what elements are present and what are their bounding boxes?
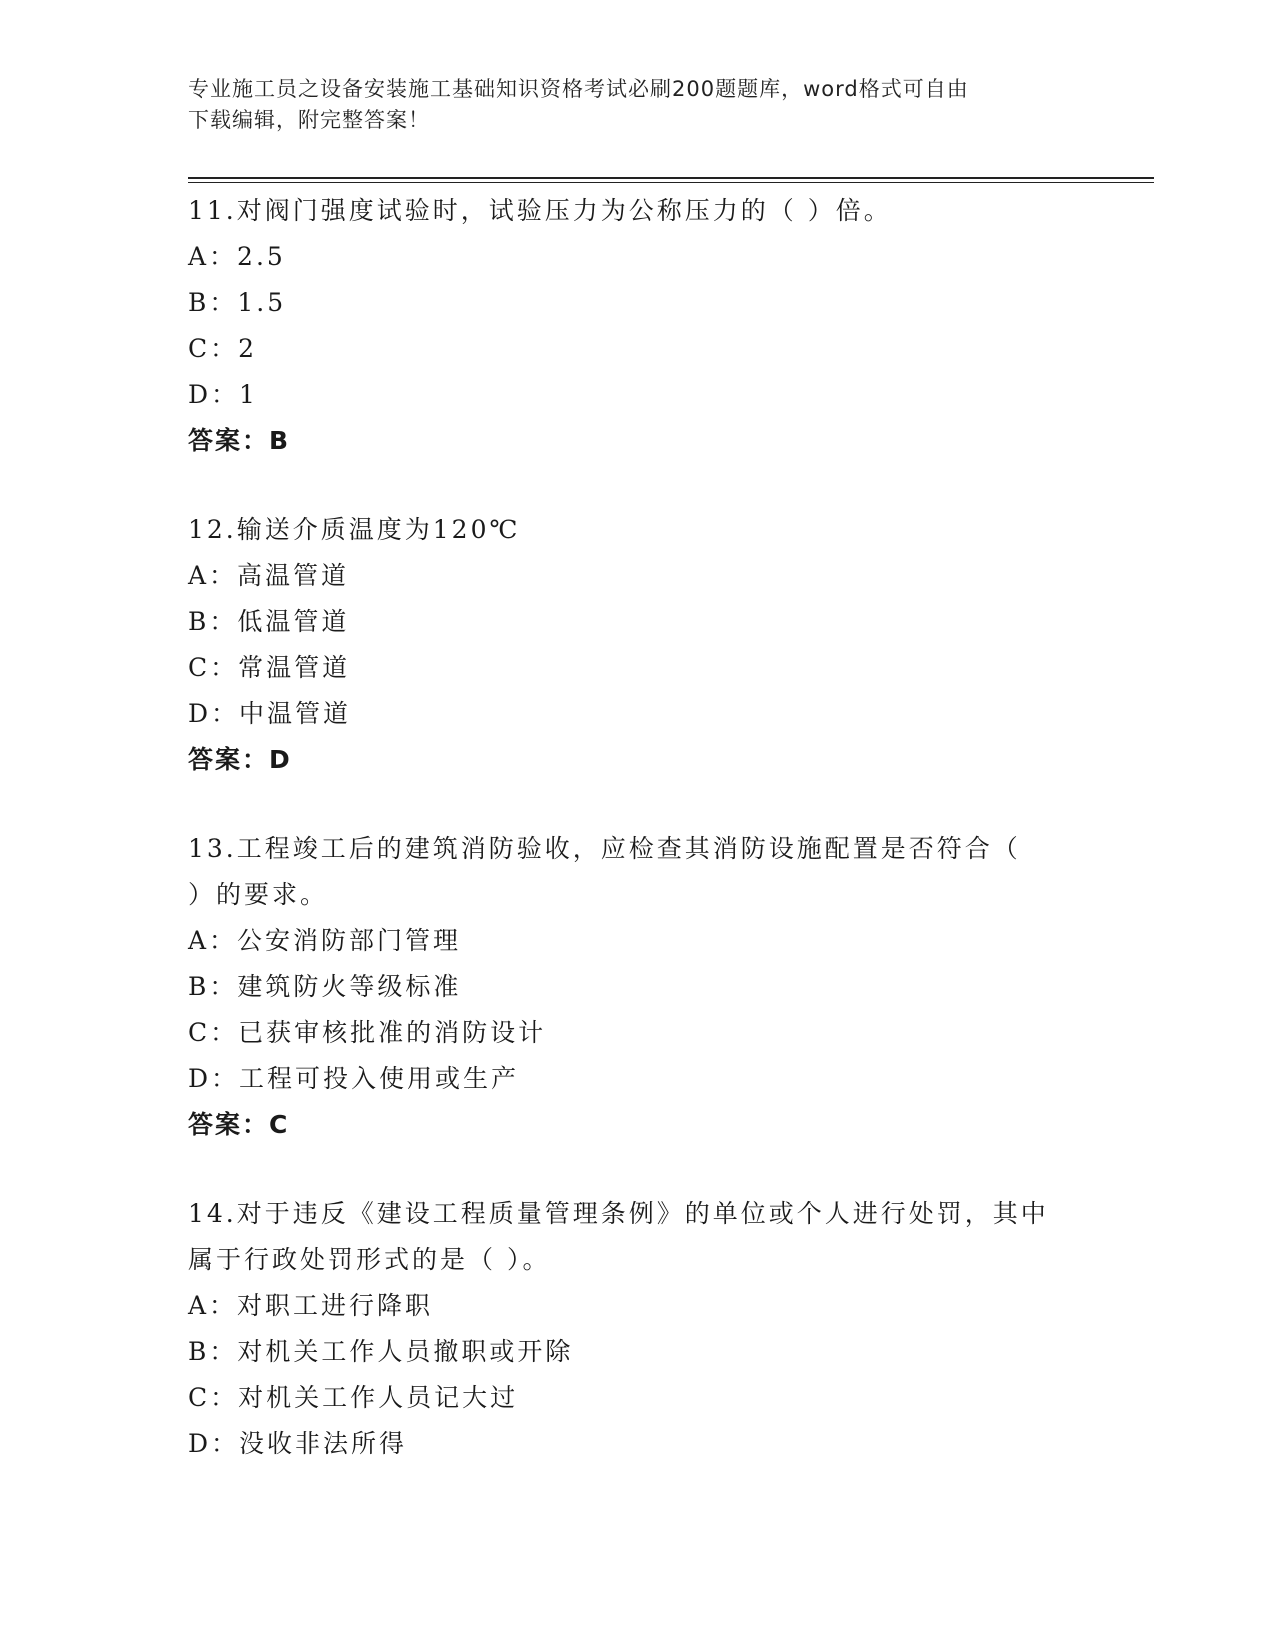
option-a: A：公安消防部门管理 (188, 926, 462, 955)
header-line-1: 专业施工员之设备安装施工基础知识资格考试必刷200题题库，word格式可自由 (188, 77, 969, 101)
option-d: D：1 (188, 380, 258, 409)
question-stem: 14.对于违反《建设工程质量管理条例》的单位或个人进行处罚，其中 (188, 1199, 1049, 1228)
option-b: B：低温管道 (188, 607, 350, 636)
question-stem-continued: 属于行政处罚形式的是（ ）。 (188, 1245, 551, 1274)
option-a: A：对职工进行降职 (188, 1291, 434, 1320)
option-c: C：2 (188, 334, 258, 363)
option-c: C：已获审核批准的消防设计 (188, 1018, 547, 1047)
question-stem-continued: ）的要求。 (188, 880, 329, 909)
option-d: D：中温管道 (188, 699, 352, 728)
question-stem: 13.工程竣工后的建筑消防验收，应检查其消防设施配置是否符合（ (188, 834, 1021, 863)
question-stem: 12.输送介质温度为120℃ (188, 515, 521, 544)
header-line-2: 下载编辑，附完整答案！ (188, 108, 430, 132)
option-c: C：对机关工作人员记大过 (188, 1383, 519, 1412)
answer-line: 答案：B (188, 426, 291, 455)
header-divider-thin (188, 182, 1154, 183)
option-a: A：高温管道 (188, 561, 350, 590)
option-d: D：工程可投入使用或生产 (188, 1064, 520, 1093)
option-b: B：对机关工作人员撤职或开除 (188, 1337, 574, 1366)
document-header (188, 74, 1068, 136)
option-c: C：常温管道 (188, 653, 351, 682)
question-item (188, 1191, 1088, 1467)
question-item (188, 188, 1088, 464)
header-divider-thick (188, 177, 1154, 179)
option-a: A：2.5 (188, 242, 286, 271)
question-item (188, 507, 1088, 783)
question-item (188, 826, 1088, 1148)
option-b: B：1.5 (188, 288, 287, 317)
question-list (188, 188, 1088, 1510)
answer-line: 答案：C (188, 1110, 290, 1139)
question-stem: 11.对阀门强度试验时，试验压力为公称压力的（ ）倍。 (188, 196, 892, 225)
answer-line: 答案：D (188, 745, 292, 774)
option-b: B：建筑防火等级标准 (188, 972, 462, 1001)
option-d: D：没收非法所得 (188, 1429, 408, 1458)
